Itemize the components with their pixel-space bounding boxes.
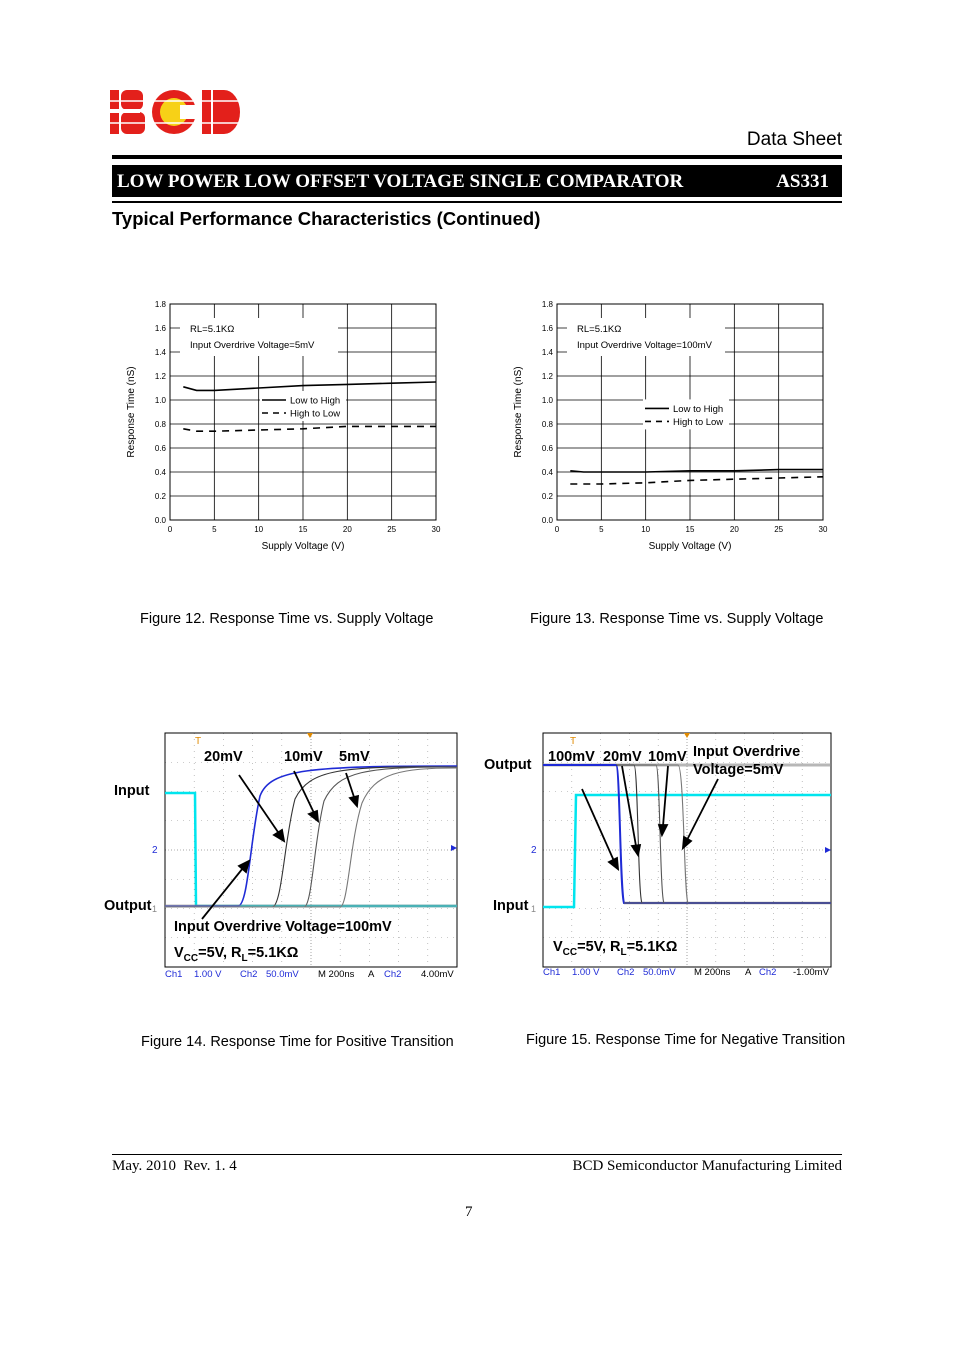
banner-underline xyxy=(112,201,842,203)
x-tick-label: 5 xyxy=(212,525,217,534)
footer-company: BCD Semiconductor Manufacturing Limited xyxy=(572,1158,842,1174)
y-tick-label: 1.8 xyxy=(154,300,166,309)
svg-text:-1.00mV: -1.00mV xyxy=(793,967,829,978)
bcd-logo xyxy=(108,88,242,136)
scope2-overdrive-2: Voltage=5mV xyxy=(693,762,784,778)
scope1-label-20mv: 20mV xyxy=(204,749,243,765)
chart-fig12 xyxy=(118,290,458,560)
scope2-conditions: $V_{CC}=5V$, $R_L=5.1K\Omega$ xyxy=(553,939,678,958)
scope2-grid xyxy=(543,733,831,967)
svg-text:2: 2 xyxy=(152,845,158,856)
scope1-label-10mv: 10mV xyxy=(284,749,323,765)
x-axis-label: Supply Voltage (V) xyxy=(261,541,345,552)
y-tick-label: 0.8 xyxy=(154,420,166,429)
svg-text:50.0mV: 50.0mV xyxy=(643,967,676,978)
svg-text:M 200ns: M 200ns xyxy=(318,969,355,980)
scope2-arrows xyxy=(582,766,718,869)
doc-type: Data Sheet xyxy=(746,129,842,150)
x-tick-label: 25 xyxy=(387,525,397,534)
svg-text:Ch1: Ch1 xyxy=(543,967,561,978)
x-tick-label: 15 xyxy=(298,525,308,534)
svg-text:1.00 V: 1.00 V xyxy=(572,967,600,978)
y-tick-label: 1.6 xyxy=(541,324,553,333)
svg-text:A: A xyxy=(745,967,752,978)
legend-entry: High to Low xyxy=(673,416,724,428)
series-line xyxy=(183,382,436,390)
annotation-rl: RL=5.1KΩ xyxy=(190,324,235,335)
scope1-conditions: $V_{CC}=5V$, $R_L=5.1K\Omega$ xyxy=(174,945,299,964)
y-axis-label: Response Time (nS) xyxy=(513,366,524,458)
page-number: 7 xyxy=(465,1204,473,1220)
y-tick-label: 0.0 xyxy=(154,516,166,525)
caption-fig12: Figure 12. Response Time vs. Supply Voltage xyxy=(140,611,434,627)
svg-text:2: 2 xyxy=(531,845,537,856)
x-tick-label: 30 xyxy=(818,525,828,534)
banner-title: LOW POWER LOW OFFSET VOLTAGE SINGLE COMPARATOR xyxy=(117,171,684,192)
annotation-rl: RL=5.1KΩ xyxy=(577,324,622,335)
svg-text:50.0mV: 50.0mV xyxy=(266,969,299,980)
y-tick-label: 1.8 xyxy=(541,300,553,309)
scope2-label-100mv: 100mV xyxy=(548,749,595,765)
svg-text:Ch2: Ch2 xyxy=(384,969,402,980)
y-tick-label: 0.2 xyxy=(541,492,553,501)
y-tick-label: 1.4 xyxy=(154,348,166,357)
header-rule xyxy=(112,155,842,159)
x-tick-label: 10 xyxy=(641,525,651,534)
svg-text:Ch1: Ch1 xyxy=(165,969,183,980)
x-tick-label: 0 xyxy=(554,525,560,534)
legend-entry: High to Low xyxy=(290,408,341,420)
scope1-trigger-marker: T xyxy=(195,736,202,747)
legend-entry: Low to High xyxy=(673,403,724,415)
scope2-label-10mv: 10mV xyxy=(648,749,687,765)
scope1-status-bar xyxy=(165,969,454,980)
annotation-overdrive: Input Overdrive Voltage=100mV xyxy=(577,340,712,351)
svg-text:Ch2: Ch2 xyxy=(759,967,777,978)
annotation-overdrive: Input Overdrive Voltage=5mV xyxy=(190,340,315,351)
y-tick-label: 1.2 xyxy=(154,372,166,381)
scope1-label-5mv: 5mV xyxy=(339,749,370,765)
scope2-status-bar xyxy=(543,967,830,978)
svg-text:4.00mV: 4.00mV xyxy=(421,969,454,980)
y-tick-label: 0.4 xyxy=(154,468,166,477)
scope2-output-100mv xyxy=(543,765,831,903)
scope1-overdrive: Input Overdrive Voltage=100mV xyxy=(174,919,392,935)
svg-text:Ch2: Ch2 xyxy=(240,969,258,980)
x-axis-label: Supply Voltage (V) xyxy=(648,541,732,552)
scope2-trigger-marker: T xyxy=(570,736,577,747)
x-tick-label: 30 xyxy=(431,525,441,534)
x-tick-label: 5 xyxy=(599,525,604,534)
section-title: Typical Performance Characteristics (Continued) xyxy=(112,208,541,229)
part-number: AS331 xyxy=(776,171,829,192)
scope2-input-label: Input xyxy=(493,898,529,914)
x-tick-label: 20 xyxy=(342,525,352,534)
title-banner xyxy=(112,165,842,197)
x-tick-label: 20 xyxy=(729,525,739,534)
footer-date-rev: May. 2010 Rev. 1. 4 xyxy=(112,1158,237,1174)
y-tick-label: 1.0 xyxy=(541,396,553,405)
svg-text:1: 1 xyxy=(531,904,537,914)
legend-entry: Low to High xyxy=(290,395,341,407)
caption-fig14: Figure 14. Response Time for Positive Transition xyxy=(141,1034,454,1050)
series-line xyxy=(570,477,823,484)
y-tick-label: 0.8 xyxy=(541,420,553,429)
scope1-input-label: Input xyxy=(114,783,150,799)
scope-fig14 xyxy=(150,731,462,981)
y-tick-label: 1.4 xyxy=(541,348,553,357)
y-tick-label: 1.6 xyxy=(154,324,166,333)
scope2-overdrive-1: Input Overdrive xyxy=(693,744,801,760)
svg-text:M 200ns: M 200ns xyxy=(694,967,731,978)
x-tick-label: 25 xyxy=(774,525,784,534)
scope2-output-label: Output xyxy=(484,757,532,773)
caption-fig15: Figure 15. Response Time for Negative Transition xyxy=(526,1032,846,1048)
y-tick-label: 0.2 xyxy=(154,492,166,501)
footer-rule xyxy=(112,1154,842,1155)
caption-fig13: Figure 13. Response Time vs. Supply Voltage xyxy=(530,611,824,627)
y-tick-label: 1.2 xyxy=(541,372,553,381)
y-axis-label: Response Time (nS) xyxy=(126,366,137,458)
series-line xyxy=(183,426,436,431)
scope-fig15 xyxy=(528,731,840,981)
scope1-arrows xyxy=(202,771,358,919)
x-tick-label: 10 xyxy=(254,525,264,534)
x-tick-label: 15 xyxy=(685,525,695,534)
scope1-output-label: Output xyxy=(104,898,152,914)
svg-text:1.00 V: 1.00 V xyxy=(194,969,222,980)
y-tick-label: 0.0 xyxy=(541,516,553,525)
chart-fig13 xyxy=(505,290,845,560)
svg-text:Ch2: Ch2 xyxy=(617,967,635,978)
svg-text:1: 1 xyxy=(152,904,158,914)
svg-text:A: A xyxy=(368,969,375,980)
y-tick-label: 0.6 xyxy=(541,444,553,453)
y-tick-label: 0.4 xyxy=(541,468,553,477)
y-tick-label: 0.6 xyxy=(154,444,166,453)
scope2-label-20mv: 20mV xyxy=(603,749,642,765)
x-tick-label: 0 xyxy=(167,525,173,534)
y-tick-label: 1.0 xyxy=(154,396,166,405)
